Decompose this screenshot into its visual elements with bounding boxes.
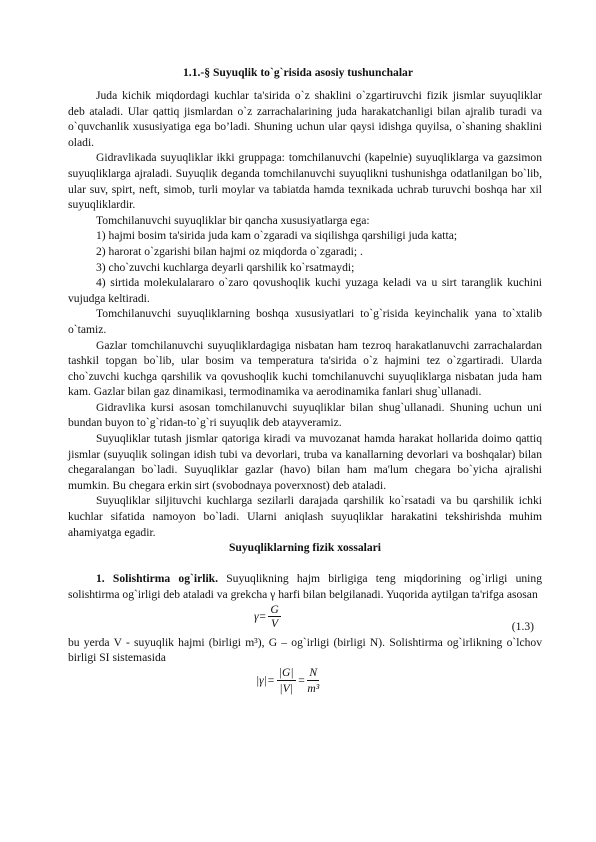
list-item: 4) sirtida molekulalararo o`zaro qovushoqlik kuchi yuzaga keladi va u sirt taranglik kuchini vujudga keltiradi. bbox=[68, 276, 542, 305]
formula-equals: = bbox=[266, 673, 275, 687]
formula-denominator: |V| bbox=[279, 681, 293, 695]
paragraph: Tomchilanuvchi suyuqliklarning boshqa xususiyatlari to`g`risida keyinchalik yana to`xtalib o`tamiz. bbox=[68, 307, 542, 336]
section-title: 1.1.-§ Suyuqlik to`g`risida asosiy tushunchalar bbox=[183, 66, 413, 79]
equation-number: (1.3) bbox=[511, 619, 534, 633]
formula-equals: = bbox=[297, 673, 306, 687]
paragraph: Gidravlikada suyuqliklar ikki gruppaga: tomchilanuvchi (kapelnie) suyuqliklarga va gazsimon suyuqliklarga ajraladi. Suyuqlik deganda tomchilanuvchi suyuqlikni tushunishga odatlanilgan bo`lib, ular suv, spirt, neft, simob, turli moylar va tabiatda hamda texnikada uchrab turuvchi boshqa har xil suyuqliklardir. bbox=[68, 151, 542, 212]
formula-numerator: |G| bbox=[278, 665, 294, 679]
formula-denominator: V bbox=[271, 616, 279, 630]
paragraph: Suyuqliklar tutash jismlar qatoriga kiradi va muvozanat hamda harakat hollarida doimo qattiq jismlar (suyuqlik solingan idish tubi va devorlari, truba va kanallarning devorlari va boshqalar) bilan chegaralangan bo`ladi. Suyuqliklar gazlar (havo) bilan ham ma'lum chegara bo`yicha ajralishi mumkin. Bu chegara erkin sirt (svobodnaya poverxnost) deb ataladi. bbox=[68, 432, 542, 492]
paragraph: bu yerda V - suyuqlik hajmi (birligi m³), G – og`irligi (birligi N). Solishtirma og`irlikning o`lchov birligi SI sistemasida bbox=[68, 635, 542, 665]
formula-2 bbox=[68, 666, 542, 704]
paragraph: Gidravlika kursi asosan tomchilanuvchi suyuqliklar bilan shug`ullanadi. Shuning uchun uni bundan buyon to`g`ridan-to`g`ri suyuqlik deb atayveramiz. bbox=[68, 400, 542, 430]
paragraph: Suyuqliklar siljituvchi kuchlarga sezilarli darajada qarshilik ko`rsatadi va bu qarshilik ichki kuchlar sifatida namoyon bo`ladi. Ularni aniqlash suyuqliklar harakatini tekshirishda muhim ahamiyatga egadir. bbox=[68, 494, 542, 539]
term-lead: 1. Solishtirma og`irlik. bbox=[96, 572, 219, 586]
list-item: 3) cho`zuvchi kuchlarga deyarli qarshilik ko`rsatmaydi; bbox=[96, 260, 355, 274]
document-body bbox=[68, 88, 542, 704]
formula-denominator: m³ bbox=[307, 681, 320, 695]
formula-numerator: G bbox=[270, 602, 279, 616]
formula-1 bbox=[68, 603, 542, 635]
formula-lhs: γ bbox=[254, 609, 259, 623]
term-definition: Suyuqlikning hajm birligiga teng miqdorining og`irligi uning solishtirma og`irligi deb ataladi va grekcha γ harfi bilan belgilanadi. Yuqorida aytilgan ta'rifga asosan bbox=[68, 572, 542, 601]
formula-equals: = bbox=[258, 609, 267, 623]
formula-numerator: N bbox=[309, 665, 318, 679]
formula-lhs: |γ| bbox=[256, 673, 267, 687]
paragraph: Tomchilanuvchi suyuqliklar bir qancha xususiyatlarga ega: bbox=[96, 213, 370, 227]
list-item: 1) hajmi bosim ta'sirida juda kam o`zgaradi va siqilishga qarshiligi juda katta; bbox=[96, 229, 458, 243]
paragraph: Gazlar tomchilanuvchi suyuqliklardagiga nisbatan ham tezroq harakatlanuvchi zarrachalardan tashkil topgan bo`lib, ular bosim va temperatura ta'sirida o`z hajmini tez o`zgartiradi. Ularda cho`zuvchi kuchga qarshilik va qovushoqlik kuchi tomchilanuvchi suyuqliklarga nisbatan juda ham kam. Gazlar bilan gaz dinamikasi, termodinamika va aerodinamika fanlari shug`ullanadi. bbox=[68, 338, 542, 399]
list-item: 2) harorat o`zgarishi bilan hajmi oz miqdorda o`zgaradi; . bbox=[96, 244, 363, 258]
paragraph: Juda kichik miqdordagi kuchlar ta'sirida o`z shaklini o`zgartiruvchi fizik jismlar suyuqliklar deb ataladi. Ular qattiq jismlardan o`z zarrachalarining juda harakatchanligi bilan ajralib turadi va o`quvchanlik xususiyatiga ega bo’ladi. Shuning uchun ular qaysi idishga quyilsa, o`shaning shaklini oladi. bbox=[68, 89, 542, 149]
subheading: Suyuqliklarning fizik xossalari bbox=[228, 541, 382, 555]
paragraph-solishtirma bbox=[68, 571, 542, 602]
